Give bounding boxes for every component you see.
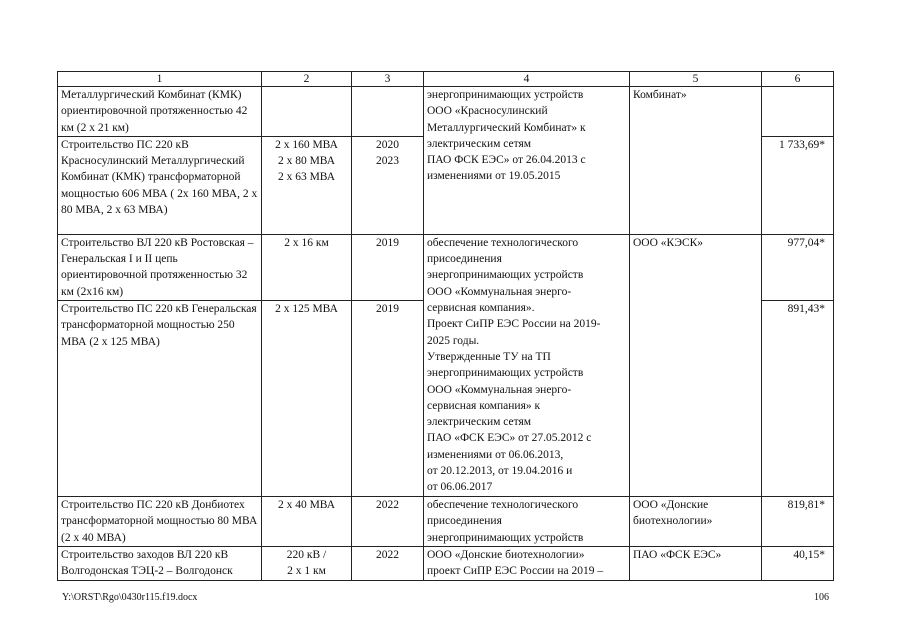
project-name-cell: Строительство ВЛ 220 кВ Ростовская – Генеральская I и II цепь ориентировочной протяженностью 32 км (2х16 км) <box>58 234 262 300</box>
basis-line: ООО «Донские биотехнологии» <box>427 548 585 561</box>
basis-line: от 06.06.2017 <box>427 481 493 494</box>
table-row <box>58 497 834 547</box>
basis-cell <box>424 546 630 580</box>
basis-line: проект СиПР ЕЭС России на 2019 – <box>427 565 604 578</box>
basis-line: сервисная компания» к <box>427 399 541 412</box>
year-cell <box>352 87 424 137</box>
basis-line: Металлургический Комбинат» к <box>427 121 586 134</box>
header-cell: 2 <box>262 72 352 87</box>
header-cell: 1 <box>58 72 262 87</box>
basis-line: Утвержденные ТУ на ТП <box>427 350 551 363</box>
basis-line: изменениями от 06.06.2013, <box>427 448 564 461</box>
year-cell <box>352 136 424 234</box>
basis-line: электрическим сетям <box>427 416 532 429</box>
basis-line: энергопринимающих устройств <box>427 89 584 101</box>
basis-line: ПАО «ФСК ЕЭС» от 27.05.2012 с <box>427 432 592 445</box>
basis-line: энергопринимающих устройств <box>427 531 584 544</box>
capacity-line: 2 х 1 км <box>287 565 326 578</box>
project-name-cell: Металлургический Комбинат (КМК) ориентировочной протяженностью 42 км (2 х 21 км) <box>58 87 262 137</box>
year-cell: 2019 <box>352 234 424 300</box>
capacity-line: 2 х 80 МВА <box>277 155 336 168</box>
basis-line: присоединения <box>427 253 502 266</box>
capacity-cell <box>262 87 352 137</box>
basis-line: 2025 годы. <box>427 334 480 347</box>
basis-line: ООО «Коммунальная энерго- <box>427 285 572 298</box>
header-cell: 3 <box>352 72 424 87</box>
cost-cell: 819,81* <box>762 497 834 547</box>
basis-line: ПАО ФСК ЕЭС» от 26.04.2013 с <box>427 154 586 167</box>
organization-cell: ПАО «ФСК ЕЭС» <box>630 546 762 580</box>
basis-line: присоединения <box>427 515 502 528</box>
basis-line: обеспечение технологического <box>427 499 579 512</box>
project-name-cell: Строительство ПС 220 кВ Красносулинский Металлургический Комбинат (КМК) трансформаторной мощностью 606 МВА ( 2х 160 МВА, 2 х 80 МВА, 2 х 63 МВА) <box>58 136 262 234</box>
project-name-cell: Строительство ПС 220 кВ Донбиотех трансформаторной мощностью 80 МВА (2 х 40 МВА) <box>58 497 262 547</box>
basis-line: сервисная компания». <box>427 302 535 315</box>
basis-line: ООО «Красносулинский <box>427 105 548 118</box>
basis-cell <box>424 87 630 235</box>
capacity-line: 2 х 160 МВА <box>275 138 338 151</box>
basis-line: ООО «Коммунальная энерго- <box>427 383 572 396</box>
basis-cell <box>424 497 630 547</box>
organization-cell: ООО «Донские биотехнологии» <box>630 497 762 547</box>
year-cell: 2022 <box>352 546 424 580</box>
table-row <box>58 234 834 300</box>
investment-projects-table <box>57 71 834 581</box>
basis-line: от 20.12.2013, от 19.04.2016 и <box>427 465 573 478</box>
capacity-cell: 2 х 40 МВА <box>262 497 352 547</box>
basis-line: изменениями от 19.05.2015 <box>427 170 561 183</box>
table-row <box>58 546 834 580</box>
basis-cell <box>424 234 630 496</box>
capacity-line: 220 кВ / <box>286 548 327 561</box>
year-line: 2023 <box>376 155 399 168</box>
table-row <box>58 87 834 137</box>
page-number: 106 <box>814 592 829 603</box>
header-cell: 4 <box>424 72 630 87</box>
basis-line: Проект СиПР ЕЭС России на 2019- <box>427 318 601 331</box>
header-cell: 6 <box>762 72 834 87</box>
capacity-cell <box>262 546 352 580</box>
organization-cell: ООО «КЭСК» <box>630 234 762 496</box>
capacity-cell: 2 х 16 км <box>262 234 352 300</box>
basis-line: энергопринимающих устройств <box>427 367 584 380</box>
year-cell: 2022 <box>352 497 424 547</box>
capacity-cell: 2 х 125 МВА <box>262 301 352 497</box>
capacity-line: 2 х 63 МВА <box>277 171 336 184</box>
project-name-cell: Строительство заходов ВЛ 220 кВ Волгодонская ТЭЦ-2 – Волгодонск <box>58 546 262 580</box>
footer-file-path: Y:\ORST\Rgo\0430r115.f19.docx <box>62 592 198 603</box>
cost-cell: 977,04* <box>762 234 834 300</box>
year-cell: 2019 <box>352 301 424 497</box>
capacity-cell <box>262 136 352 234</box>
header-cell: 5 <box>630 72 762 87</box>
organization-cell: Комбинат» <box>630 87 762 235</box>
cost-cell: 40,15* <box>762 546 834 580</box>
cost-cell: 1 733,69* <box>762 136 834 234</box>
basis-line: обеспечение технологического <box>427 236 579 249</box>
year-line: 2020 <box>376 138 399 151</box>
project-name-cell: Строительство ПС 220 кВ Генеральская трансформаторной мощностью 250 МВА (2 х 125 МВА) <box>58 301 262 497</box>
cost-cell <box>762 87 834 137</box>
cost-cell: 891,43* <box>762 301 834 497</box>
table-header-row <box>58 72 834 87</box>
basis-line: энергопринимающих устройств <box>427 269 584 282</box>
basis-line: электрическим сетям <box>427 137 532 150</box>
